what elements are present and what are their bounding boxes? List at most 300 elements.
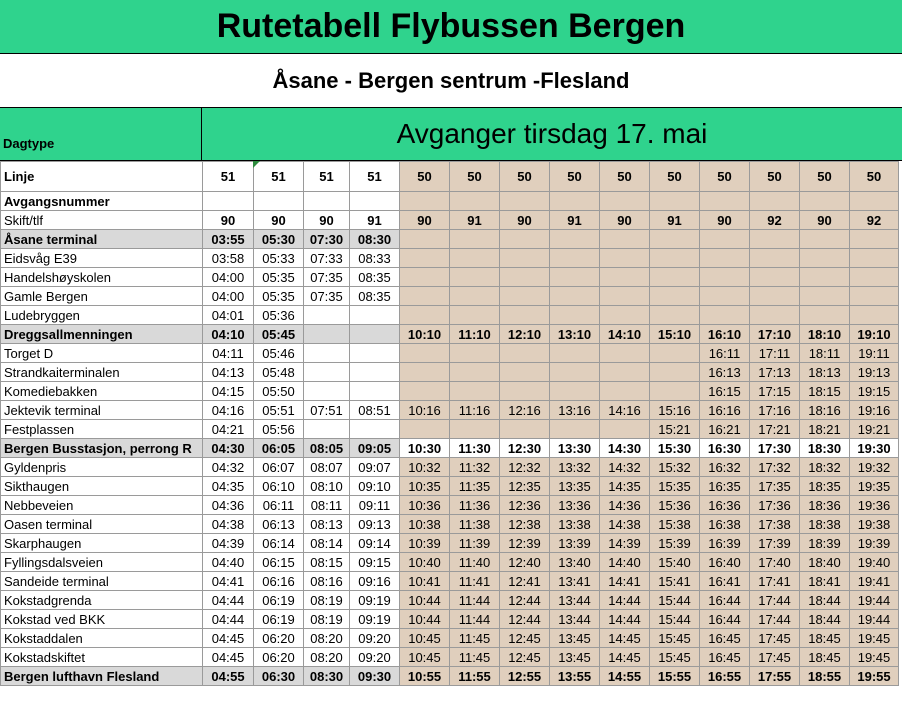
departure-time: 06:07: [254, 458, 304, 477]
departure-time: 06:16: [254, 572, 304, 591]
departure-time: 17:11: [750, 344, 800, 363]
departure-time: 16:55: [700, 667, 750, 686]
departure-time: 04:39: [203, 534, 254, 553]
linje-cell: 50: [750, 162, 800, 192]
departure-time: 10:35: [400, 477, 450, 496]
departure-time: [850, 268, 899, 287]
departure-time: 06:10: [254, 477, 304, 496]
departure-time: 12:45: [500, 648, 550, 667]
departure-time: 17:45: [750, 629, 800, 648]
departure-time: 10:44: [400, 610, 450, 629]
departure-time: 06:05: [254, 439, 304, 458]
departure-time: 16:44: [700, 591, 750, 610]
departure-time: 04:16: [203, 401, 254, 420]
departure-time: 17:32: [750, 458, 800, 477]
departure-time: 18:13: [800, 363, 850, 382]
stop-name: Skarphaugen: [1, 534, 203, 553]
departure-time: [800, 306, 850, 325]
stop-row: [1, 363, 899, 382]
departure-time: [304, 325, 350, 344]
departure-time: 11:44: [450, 610, 500, 629]
stop-row: [1, 572, 899, 591]
departure-time: 10:40: [400, 553, 450, 572]
departure-time: 08:16: [304, 572, 350, 591]
departure-time: [550, 382, 600, 401]
departure-time: 17:21: [750, 420, 800, 439]
departure-time: 06:20: [254, 629, 304, 648]
departure-time: [550, 249, 600, 268]
stop-name: Sandeide terminal: [1, 572, 203, 591]
linje-cell: 50: [550, 162, 600, 192]
skift-cell: 90: [203, 211, 254, 230]
departure-time: 09:16: [350, 572, 400, 591]
departure-time: 08:11: [304, 496, 350, 515]
departure-time: [400, 230, 450, 249]
departure-time: 10:16: [400, 401, 450, 420]
departure-time: 18:55: [800, 667, 850, 686]
departure-time: [600, 268, 650, 287]
departure-time: 05:48: [254, 363, 304, 382]
stop-name: Dreggsallmenningen: [1, 325, 203, 344]
departure-time: 12:45: [500, 629, 550, 648]
departure-time: [500, 306, 550, 325]
skift-cell: 90: [800, 211, 850, 230]
departure-time: 04:45: [203, 629, 254, 648]
avgangsnummer-row: [1, 192, 899, 211]
departure-time: [350, 420, 400, 439]
departure-time: 12:40: [500, 553, 550, 572]
departure-time: 15:45: [650, 648, 700, 667]
departure-time: 17:36: [750, 496, 800, 515]
departure-time: 17:39: [750, 534, 800, 553]
dagtype-label: Dagtype: [0, 108, 202, 161]
linje-cell: 51: [203, 162, 254, 192]
departure-time: 14:10: [600, 325, 650, 344]
stop-name: Kokstaddalen: [1, 629, 203, 648]
departure-time: 16:30: [700, 439, 750, 458]
departure-time: 15:10: [650, 325, 700, 344]
departure-time: 13:40: [550, 553, 600, 572]
stop-row: [1, 477, 899, 496]
stop-name: Åsane terminal: [1, 230, 203, 249]
stop-row: [1, 610, 899, 629]
departure-time: [800, 249, 850, 268]
departure-time: 15:36: [650, 496, 700, 515]
departure-time: 19:13: [850, 363, 899, 382]
route-subtitle: Åsane - Bergen sentrum -Flesland: [0, 54, 902, 108]
linje-cell: 50: [400, 162, 450, 192]
departure-time: 12:38: [500, 515, 550, 534]
stop-name: Fyllingsdalsveien: [1, 553, 203, 572]
departure-time: [400, 306, 450, 325]
departure-time: 18:45: [800, 629, 850, 648]
departure-time: 16:13: [700, 363, 750, 382]
departure-time: [600, 420, 650, 439]
departure-time: 09:13: [350, 515, 400, 534]
stop-name: Gyldenpris: [1, 458, 203, 477]
departure-time: [750, 249, 800, 268]
departure-time: 09:19: [350, 591, 400, 610]
departure-time: 17:55: [750, 667, 800, 686]
departure-time: 05:35: [254, 268, 304, 287]
avgangsnummer-cell: [500, 192, 550, 211]
departure-time: 15:35: [650, 477, 700, 496]
departure-time: [650, 249, 700, 268]
departure-time: 05:51: [254, 401, 304, 420]
departure-time: 16:35: [700, 477, 750, 496]
stop-name: Gamle Bergen: [1, 287, 203, 306]
departure-time: 13:41: [550, 572, 600, 591]
departure-time: 16:11: [700, 344, 750, 363]
departure-time: [650, 268, 700, 287]
linje-cell: 51: [304, 162, 350, 192]
departure-time: 13:36: [550, 496, 600, 515]
linje-cell: 50: [450, 162, 500, 192]
departure-time: 05:36: [254, 306, 304, 325]
stop-name: Komediebakken: [1, 382, 203, 401]
departure-time: 06:11: [254, 496, 304, 515]
departure-time: [400, 382, 450, 401]
departure-time: 18:44: [800, 610, 850, 629]
departure-time: [350, 382, 400, 401]
departure-time: [450, 249, 500, 268]
avgangsnummer-cell: [450, 192, 500, 211]
departure-time: [500, 344, 550, 363]
departure-time: 11:45: [450, 629, 500, 648]
departure-time: [550, 420, 600, 439]
departure-time: 04:45: [203, 648, 254, 667]
skift-label: Skift/tlf: [1, 211, 203, 230]
departure-time: [350, 306, 400, 325]
skift-cell: 90: [304, 211, 350, 230]
stop-row: [1, 230, 899, 249]
departure-time: [700, 268, 750, 287]
departure-time: 09:30: [350, 667, 400, 686]
departure-time: 04:10: [203, 325, 254, 344]
departure-time: 13:45: [550, 648, 600, 667]
departure-time: 04:41: [203, 572, 254, 591]
stop-row: [1, 287, 899, 306]
stop-row: [1, 249, 899, 268]
stop-name: Kokstad ved BKK: [1, 610, 203, 629]
departure-time: 08:35: [350, 268, 400, 287]
stop-row: [1, 382, 899, 401]
departure-time: [700, 306, 750, 325]
departure-time: 11:35: [450, 477, 500, 496]
departure-time: 11:40: [450, 553, 500, 572]
stop-name: Eidsvåg E39: [1, 249, 203, 268]
departure-time: [450, 344, 500, 363]
departure-time: 17:13: [750, 363, 800, 382]
departure-time: 09:05: [350, 439, 400, 458]
departure-time: 08:10: [304, 477, 350, 496]
skift-cell: 90: [500, 211, 550, 230]
departure-time: 11:16: [450, 401, 500, 420]
departure-time: [500, 420, 550, 439]
departure-time: 12:35: [500, 477, 550, 496]
departure-time: [450, 306, 500, 325]
departure-time: [304, 306, 350, 325]
departure-time: [600, 230, 650, 249]
avgangsnummer-cell: [400, 192, 450, 211]
avgangsnummer-cell: [550, 192, 600, 211]
stop-row: [1, 553, 899, 572]
departure-time: 16:16: [700, 401, 750, 420]
departure-time: 17:44: [750, 591, 800, 610]
departure-time: 17:30: [750, 439, 800, 458]
departure-time: [450, 230, 500, 249]
departure-time: [450, 420, 500, 439]
departure-time: 14:45: [600, 648, 650, 667]
departure-time: 08:07: [304, 458, 350, 477]
departure-time: 17:40: [750, 553, 800, 572]
skift-cell: 90: [400, 211, 450, 230]
departure-time: [550, 306, 600, 325]
departure-time: [850, 230, 899, 249]
departure-time: 10:10: [400, 325, 450, 344]
departure-time: [800, 230, 850, 249]
departure-time: 11:32: [450, 458, 500, 477]
departure-time: 08:30: [304, 667, 350, 686]
departure-time: 04:32: [203, 458, 254, 477]
departure-time: 19:55: [850, 667, 899, 686]
stop-row: [1, 401, 899, 420]
departure-time: 08:35: [350, 287, 400, 306]
departure-time: 03:55: [203, 230, 254, 249]
departure-time: 19:41: [850, 572, 899, 591]
departure-time: 19:45: [850, 648, 899, 667]
departure-time: 08:20: [304, 629, 350, 648]
departure-time: 19:44: [850, 610, 899, 629]
departure-time: 19:15: [850, 382, 899, 401]
departure-time: 07:35: [304, 268, 350, 287]
departure-time: [450, 363, 500, 382]
skift-cell: 90: [600, 211, 650, 230]
departure-time: 14:16: [600, 401, 650, 420]
departure-time: 19:10: [850, 325, 899, 344]
departure-time: 13:44: [550, 591, 600, 610]
skift-cell: 91: [650, 211, 700, 230]
departure-time: 11:10: [450, 325, 500, 344]
departure-time: 18:44: [800, 591, 850, 610]
departure-time: 04:44: [203, 610, 254, 629]
departure-time: 19:30: [850, 439, 899, 458]
departure-time: 18:39: [800, 534, 850, 553]
timetable-grid: [0, 161, 899, 686]
departure-time: 15:44: [650, 610, 700, 629]
departure-time: 18:45: [800, 648, 850, 667]
departure-time: 09:10: [350, 477, 400, 496]
departure-time: 16:36: [700, 496, 750, 515]
departure-time: [550, 363, 600, 382]
stop-row: [1, 515, 899, 534]
departure-time: 04:44: [203, 591, 254, 610]
avgangsnummer-cell: [750, 192, 800, 211]
departure-time: 10:44: [400, 591, 450, 610]
departure-time: 19:44: [850, 591, 899, 610]
departure-time: 07:51: [304, 401, 350, 420]
departure-time: 13:38: [550, 515, 600, 534]
departure-time: [850, 306, 899, 325]
departure-time: 12:36: [500, 496, 550, 515]
departure-time: 08:15: [304, 553, 350, 572]
linje-row: [1, 162, 899, 192]
departure-time: [400, 287, 450, 306]
departure-time: 14:35: [600, 477, 650, 496]
departure-time: 19:36: [850, 496, 899, 515]
stop-name: Jektevik terminal: [1, 401, 203, 420]
departure-time: 18:11: [800, 344, 850, 363]
departure-time: [500, 287, 550, 306]
departure-time: [650, 230, 700, 249]
departure-time: 14:44: [600, 610, 650, 629]
departure-time: 13:55: [550, 667, 600, 686]
departure-time: 10:38: [400, 515, 450, 534]
departure-time: 05:33: [254, 249, 304, 268]
avgangsnummer-cell: [700, 192, 750, 211]
linje-cell: 50: [500, 162, 550, 192]
stop-row: [1, 629, 899, 648]
departure-time: 09:14: [350, 534, 400, 553]
departure-time: 15:45: [650, 629, 700, 648]
departure-time: 11:38: [450, 515, 500, 534]
departure-time: [550, 230, 600, 249]
departure-time: [450, 287, 500, 306]
departure-time: [400, 344, 450, 363]
departure-time: [750, 287, 800, 306]
departure-time: 10:41: [400, 572, 450, 591]
avgangsnummer-cell: [350, 192, 400, 211]
departure-time: [750, 230, 800, 249]
departure-time: 14:45: [600, 629, 650, 648]
departure-time: 19:16: [850, 401, 899, 420]
departure-time: 12:55: [500, 667, 550, 686]
departure-time: 08:05: [304, 439, 350, 458]
stop-name: Kokstadskiftet: [1, 648, 203, 667]
departure-time: [650, 382, 700, 401]
departure-time: 08:14: [304, 534, 350, 553]
departure-time: 18:40: [800, 553, 850, 572]
departure-time: [500, 230, 550, 249]
departure-time: 13:30: [550, 439, 600, 458]
stop-row: [1, 268, 899, 287]
departure-time: 18:21: [800, 420, 850, 439]
departure-time: 19:35: [850, 477, 899, 496]
departure-time: [800, 287, 850, 306]
stop-name: Ludebryggen: [1, 306, 203, 325]
departure-time: [304, 344, 350, 363]
departure-time: [850, 249, 899, 268]
departure-time: 09:07: [350, 458, 400, 477]
departure-time: [600, 382, 650, 401]
departure-time: 19:40: [850, 553, 899, 572]
stop-row: [1, 591, 899, 610]
departure-time: 11:41: [450, 572, 500, 591]
linje-cell: 50: [800, 162, 850, 192]
stop-row: [1, 344, 899, 363]
departure-time: 12:10: [500, 325, 550, 344]
departure-time: 04:21: [203, 420, 254, 439]
linje-cell: 50: [850, 162, 899, 192]
departure-time: [400, 249, 450, 268]
departure-time: 12:44: [500, 591, 550, 610]
departure-time: 08:19: [304, 591, 350, 610]
departure-time: 06:30: [254, 667, 304, 686]
departure-time: 05:56: [254, 420, 304, 439]
departure-time: 16:21: [700, 420, 750, 439]
departure-time: [700, 249, 750, 268]
departure-time: 12:44: [500, 610, 550, 629]
departure-time: 15:38: [650, 515, 700, 534]
departure-time: [350, 344, 400, 363]
departure-time: 17:41: [750, 572, 800, 591]
departure-time: 19:21: [850, 420, 899, 439]
departure-time: [650, 363, 700, 382]
departure-time: [500, 382, 550, 401]
departure-time: 16:45: [700, 629, 750, 648]
skift-row: [1, 211, 899, 230]
stop-name: Bergen lufthavn Flesland: [1, 667, 203, 686]
departure-time: 06:19: [254, 591, 304, 610]
avganger-heading: Avganger tirsdag 17. mai: [202, 108, 902, 161]
departure-time: 15:41: [650, 572, 700, 591]
stop-row: [1, 439, 899, 458]
departure-time: 17:44: [750, 610, 800, 629]
departure-time: 13:32: [550, 458, 600, 477]
departure-time: 19:39: [850, 534, 899, 553]
departure-time: [600, 363, 650, 382]
departure-time: 04:13: [203, 363, 254, 382]
departure-time: 11:36: [450, 496, 500, 515]
stop-name: Strandkaiterminalen: [1, 363, 203, 382]
departure-time: 16:39: [700, 534, 750, 553]
departure-time: 13:16: [550, 401, 600, 420]
stop-row: [1, 420, 899, 439]
departure-time: 18:30: [800, 439, 850, 458]
stop-name: Handelshøyskolen: [1, 268, 203, 287]
departure-time: 15:39: [650, 534, 700, 553]
departure-time: 18:32: [800, 458, 850, 477]
stop-row: [1, 648, 899, 667]
departure-time: 11:39: [450, 534, 500, 553]
stop-name: Oasen terminal: [1, 515, 203, 534]
departure-time: 14:40: [600, 553, 650, 572]
departure-time: [600, 306, 650, 325]
avgangsnummer-cell: [850, 192, 899, 211]
stop-name: Festplassen: [1, 420, 203, 439]
departure-time: 15:40: [650, 553, 700, 572]
departure-time: 10:30: [400, 439, 450, 458]
departure-time: 18:16: [800, 401, 850, 420]
departure-time: 14:38: [600, 515, 650, 534]
departure-time: [400, 363, 450, 382]
departure-time: 16:45: [700, 648, 750, 667]
departure-time: [400, 268, 450, 287]
departure-time: 10:39: [400, 534, 450, 553]
departure-time: 11:55: [450, 667, 500, 686]
departure-time: [750, 268, 800, 287]
departure-time: 13:39: [550, 534, 600, 553]
departure-time: 09:20: [350, 629, 400, 648]
linje-cell: 50: [700, 162, 750, 192]
departure-time: [350, 325, 400, 344]
departure-time: 10:45: [400, 629, 450, 648]
departure-time: 13:35: [550, 477, 600, 496]
departure-time: 19:32: [850, 458, 899, 477]
departure-time: 17:16: [750, 401, 800, 420]
departure-time: 09:11: [350, 496, 400, 515]
departure-time: 17:35: [750, 477, 800, 496]
